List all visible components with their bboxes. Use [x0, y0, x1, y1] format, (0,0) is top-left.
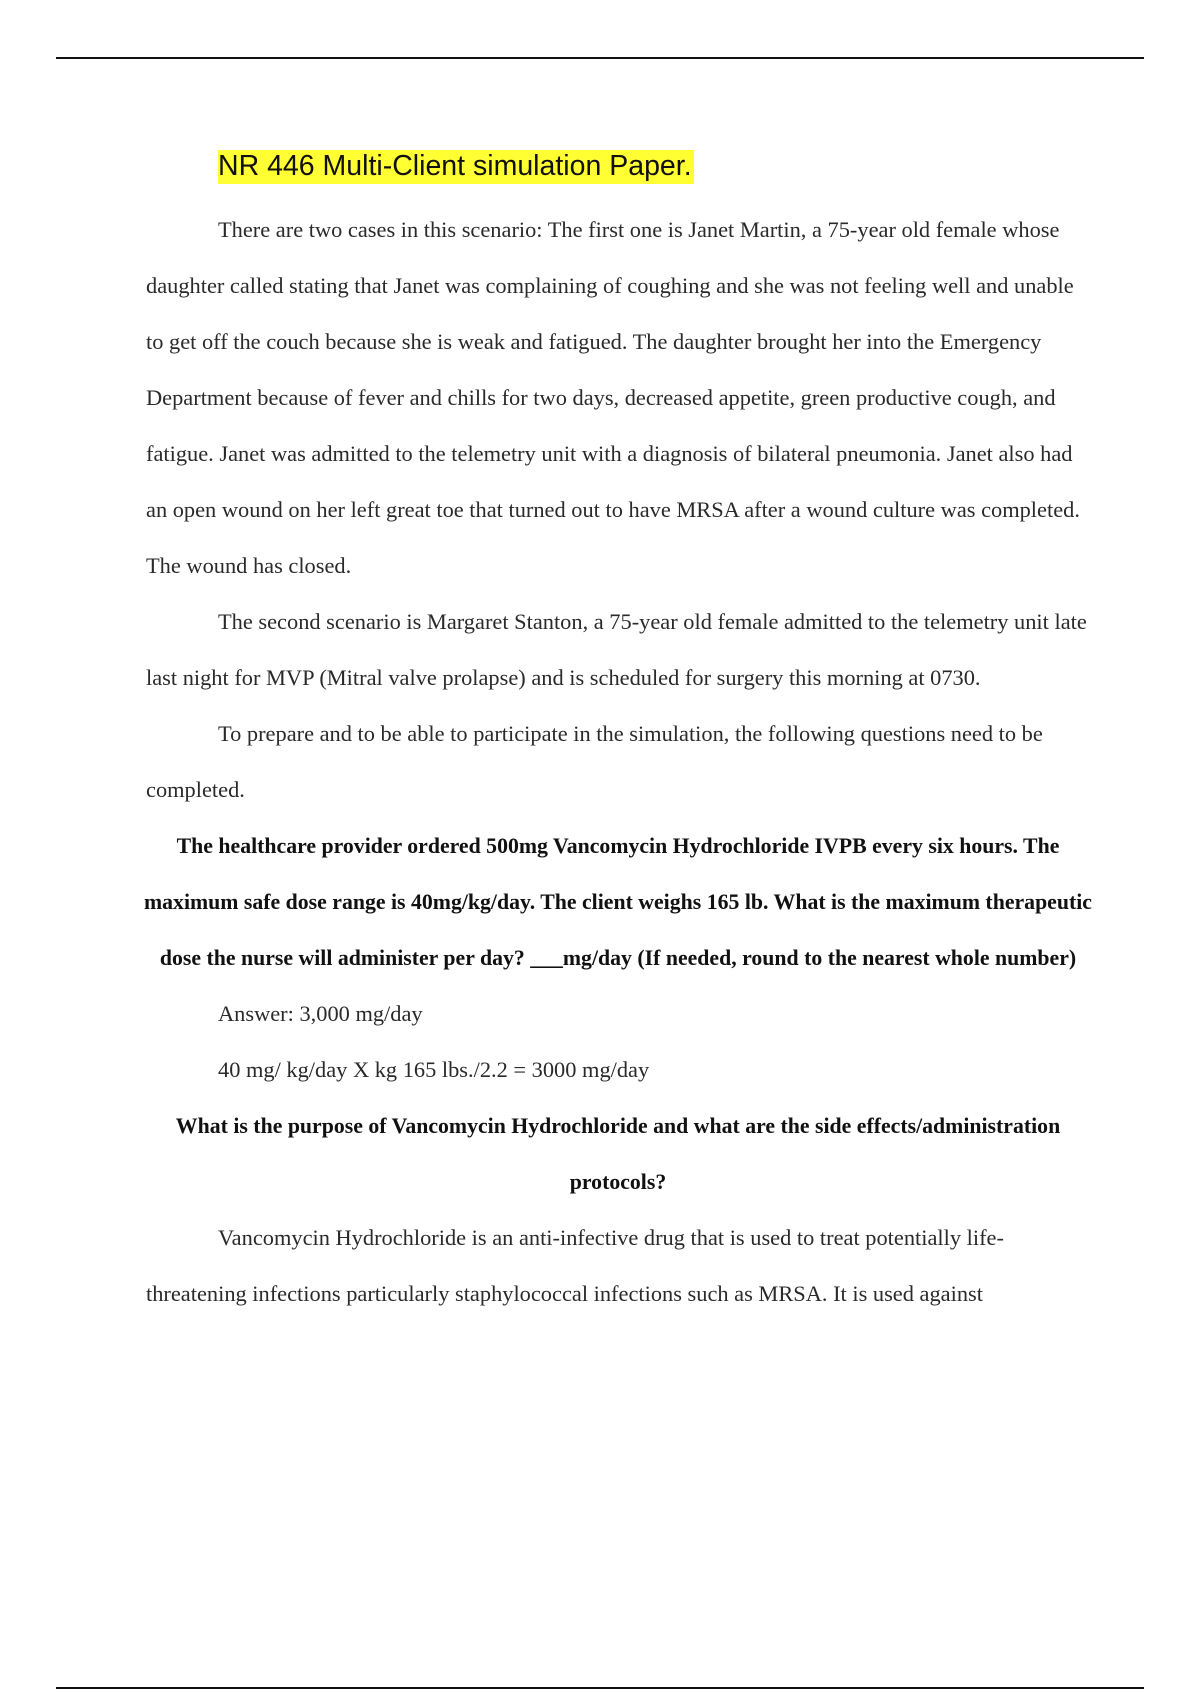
- dose-question: The healthcare provider ordered 500mg Vancomycin Hydrochloride IVPB every six hours. The maximum safe dose range is 40mg/kg/day. The client weighs 165 lb. What is the maximum therapeutic dose the nurse will administer per day? ___mg/day (If needed, round to the nearest whole number): [144, 834, 1092, 970]
- header-rule: [56, 57, 1144, 59]
- second-scenario-paragraph: The second scenario is Margaret Stanton, a 75-year old female admitted to the telemetry unit late last night for MVP (Mitral valve prolapse) and is scheduled for surgery this morning at 0730.: [146, 609, 1087, 690]
- title-spacer: [146, 192, 1090, 202]
- title-row: [218, 140, 1090, 192]
- dose-calculation: 40 mg/ kg/day X kg 165 lbs./2.2 = 3000 mg/day: [218, 1057, 650, 1082]
- vancomycin-description-paragraph: Vancomycin Hydrochloride is an anti-infective drug that is used to treat potentially life-threatening infections particularly staphylococcal infections such as MRSA. It is used against: [146, 1225, 1004, 1306]
- footer-rule: [56, 1687, 1144, 1689]
- case-intro-paragraph: There are two cases in this scenario: The first one is Janet Martin, a 75-year old female whose daughter called stating that Janet was complaining of coughing and she was not feeling well and unable to get off the couch because she is weak and fatigued. The daughter brought her into the Emergency Department because of fever and chills for two days, decreased appetite, green productive cough, and fatigue. Janet was admitted to the telemetry unit with a diagnosis of bilateral pneumonia. Janet also had an open wound on her left great toe that turned out to have MRSA after a wound culture was completed. The wound has closed.: [146, 217, 1080, 578]
- document-body: [146, 140, 1090, 1322]
- dose-answer: Answer: 3,000 mg/day: [218, 1001, 423, 1026]
- document-title: NR 446 Multi-Client simulation Paper.: [218, 150, 692, 182]
- prepare-paragraph: To prepare and to be able to participate in the simulation, the following questions need to be completed.: [146, 721, 1043, 802]
- purpose-question: What is the purpose of Vancomycin Hydrochloride and what are the side effects/administration protocols?: [175, 1114, 1061, 1194]
